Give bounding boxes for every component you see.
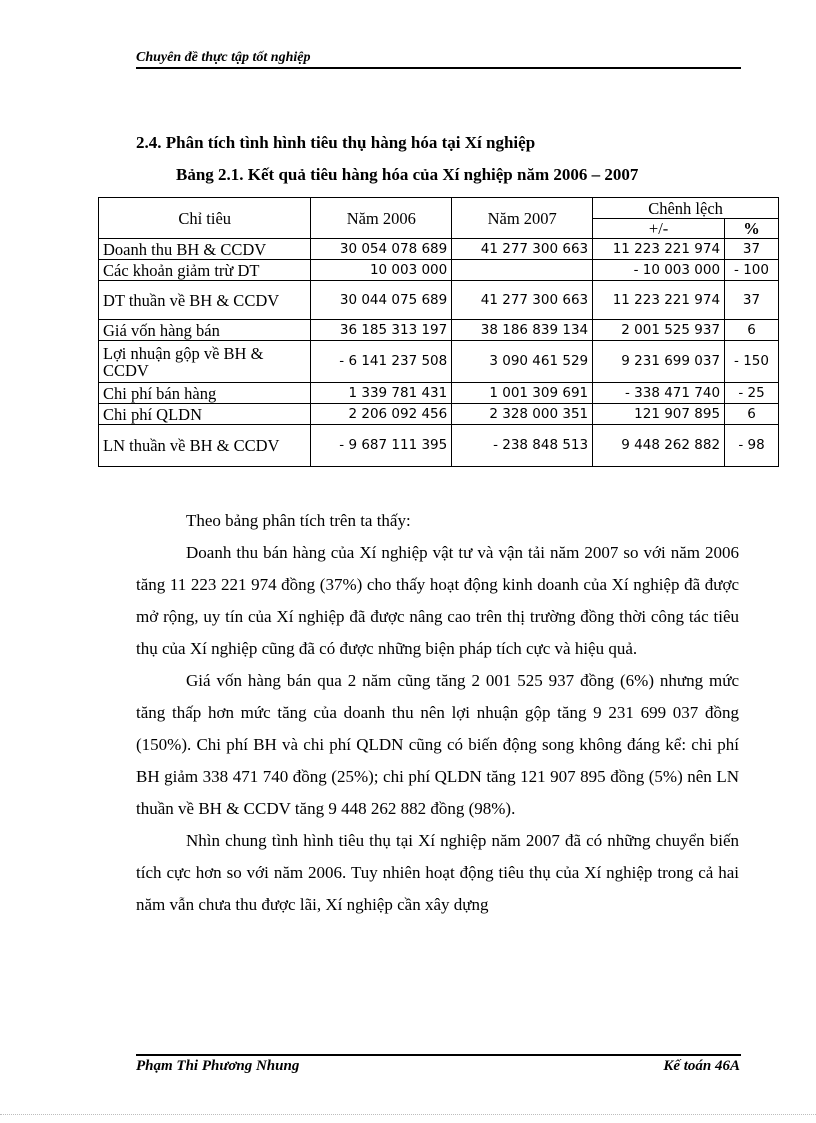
table-row [99,281,779,320]
row-difference: 11 223 221 974 [593,281,725,320]
table-row [99,404,779,425]
header-year-2007: Năm 2007 [452,198,593,239]
body-paragraph-revenue: Doanh thu bán hàng của Xí nghiệp vật tư và vận tải năm 2007 so với năm 2006 tăng 11 223 221 974 đồng (37%) cho thấy hoạt động kinh doanh của Xí nghiệp đã được mở rộng, uy tín của Xí nghiệp đã được nâng cao trên thị trường đồng thời công tác tiêu thụ của Xí nghiệp cũng đã có được những biện pháp tích cực và hiệu quả. [136,543,739,658]
row-percent: - 150 [725,341,779,383]
row-value-2006: 36 185 313 197 [311,320,452,341]
header-difference-absolute: +/- [593,219,725,239]
row-percent: 6 [725,320,779,341]
body-intro: Theo bảng phân tích trên ta thấy: [186,511,411,530]
row-value-2007: 38 186 839 134 [452,320,593,341]
row-percent: - 25 [725,383,779,404]
row-value-2007: 2 328 000 351 [452,404,593,425]
row-difference: 121 907 895 [593,404,725,425]
row-value-2006: - 9 687 111 395 [311,425,452,467]
row-label: Các khoản giảm trừ DT [99,260,311,281]
row-value-2007: 1 001 309 691 [452,383,593,404]
body-text [136,505,739,921]
row-difference: 9 448 262 882 [593,425,725,467]
row-label: Lợi nhuận gộp về BH & CCDV [99,341,311,383]
row-difference: - 338 471 740 [593,383,725,404]
row-label: Giá vốn hàng bán [99,320,311,341]
header-difference: Chênh lệch [593,198,779,219]
row-difference: - 10 003 000 [593,260,725,281]
row-percent: 37 [725,281,779,320]
row-percent: - 100 [725,260,779,281]
row-label: DT thuần về BH & CCDV [99,281,311,320]
table-row [99,260,779,281]
row-value-2007 [452,260,593,281]
row-value-2007: 41 277 300 663 [452,281,593,320]
row-value-2006: - 6 141 237 508 [311,341,452,383]
footer-author: Phạm Thi Phương Nhung [136,1058,300,1074]
table-row [99,383,779,404]
header-difference-percent: % [725,219,779,239]
row-difference: 11 223 221 974 [593,239,725,260]
header-indicator: Chỉ tiêu [99,198,311,239]
row-value-2007: 3 090 461 529 [452,341,593,383]
page-header-title: Chuyên đề thực tập tốt nghiệp [136,50,311,65]
table-row [99,425,779,467]
row-percent: - 98 [725,425,779,467]
row-value-2007: - 238 848 513 [452,425,593,467]
row-difference: 2 001 525 937 [593,320,725,341]
row-percent: 6 [725,404,779,425]
footer-divider [136,1054,741,1056]
row-value-2006: 30 044 075 689 [311,281,452,320]
row-label: LN thuần về BH & CCDV [99,425,311,467]
header-divider [136,67,741,69]
row-label: Chi phí QLDN [99,404,311,425]
sales-results-table [98,197,779,467]
table-row [99,320,779,341]
section-title: 2.4. Phân tích tình hình tiêu thụ hàng hóa tại Xí nghiệp [136,133,536,152]
row-value-2006: 2 206 092 456 [311,404,452,425]
row-difference: 9 231 699 037 [593,341,725,383]
table-row [99,341,779,383]
table-caption: Bảng 2.1. Kết quả tiêu hàng hóa của Xí nghiệp năm 2006 – 2007 [176,165,639,184]
row-label: Doanh thu BH & CCDV [99,239,311,260]
row-percent: 37 [725,239,779,260]
row-value-2006: 10 003 000 [311,260,452,281]
body-paragraph-summary: Nhìn chung tình hình tiêu thụ tại Xí nghiệp năm 2007 đã có những chuyển biến tích cực hơn so với năm 2006. Tuy nhiên hoạt động tiêu thụ của Xí nghiệp trong cả hai năm vẫn chưa thu được lãi, Xí nghiệp cần xây dựng [136,831,739,914]
page-break-line [0,1114,816,1115]
row-value-2006: 30 054 078 689 [311,239,452,260]
row-value-2006: 1 339 781 431 [311,383,452,404]
row-value-2007: 41 277 300 663 [452,239,593,260]
footer-class: Kế toán 46A [663,1058,740,1074]
body-paragraph-cost: Giá vốn hàng bán qua 2 năm cũng tăng 2 001 525 937 đồng (6%) nhưng mức tăng thấp hơn mức tăng của doanh thu nên lợi nhuận gộp tăng 9 231 699 037 đồng (150%). Chi phí BH và chi phí QLDN cũng có biến động song không đáng kể: chi phí BH giảm 338 471 740 đồng (25%); chi phí QLDN tăng 121 907 895 đồng (5%) nên LN thuần về BH & CCDV tăng 9 448 262 882 đồng (98%). [136,671,739,818]
header-year-2006: Năm 2006 [311,198,452,239]
table-row [99,239,779,260]
row-label: Chi phí bán hàng [99,383,311,404]
